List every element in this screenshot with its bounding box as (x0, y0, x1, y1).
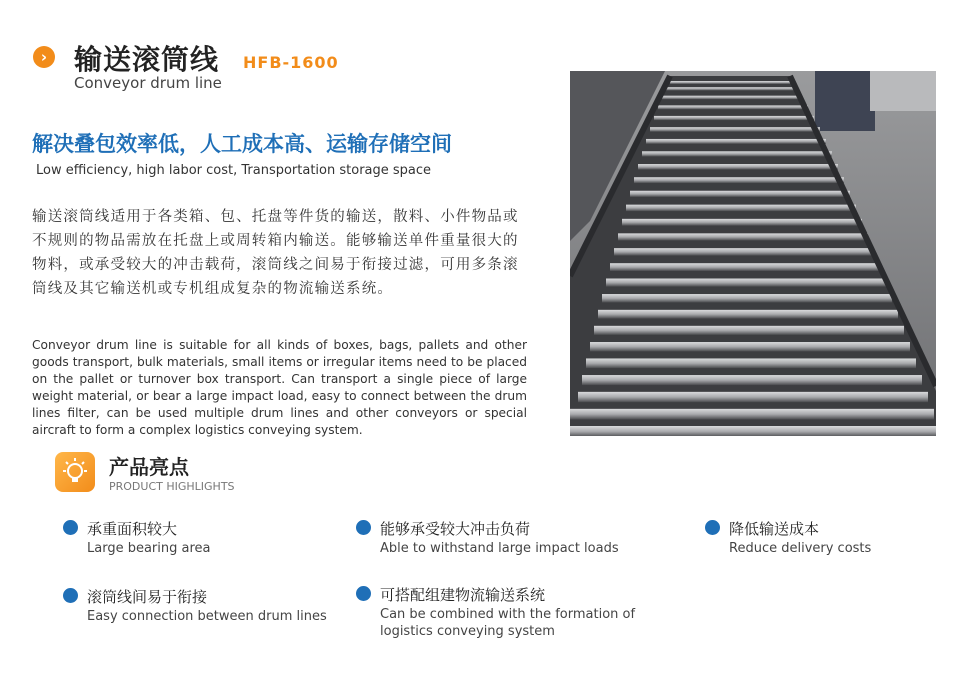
feature-description: Large bearing area (87, 541, 211, 556)
feature-description: Can be combined with the formation of logistics conveying system (380, 607, 636, 639)
roller (586, 358, 916, 368)
roller (570, 426, 936, 436)
roller (610, 263, 880, 271)
feature-description: Easy connection between drum lines (87, 609, 327, 624)
feature-description: Able to withstand large impact loads (380, 541, 619, 556)
document-icon (356, 520, 371, 535)
page-subtitle: Conveyor drum line (74, 74, 222, 92)
roller (602, 294, 892, 302)
headline-english: Low efficiency, high labor cost, Transportation storage space (36, 163, 432, 178)
highlights-title: 产品亮点 (109, 455, 189, 479)
roller (670, 81, 790, 84)
roller (662, 96, 802, 100)
document-icon (63, 520, 78, 535)
roller (622, 219, 862, 226)
roller (606, 278, 886, 286)
roller (658, 105, 808, 109)
feature-description: Reduce delivery costs (729, 541, 872, 556)
document-icon (356, 586, 371, 601)
roller (590, 342, 910, 351)
lightbulb-icon (55, 452, 95, 492)
roller (646, 139, 826, 144)
roller (570, 409, 934, 420)
feature-title: 可搭配组建物流输送系统 (380, 586, 546, 604)
conveyor-photo (570, 71, 936, 436)
description-chinese: 输送滚筒线适用于各类箱、包、托盘等件货的输送，散料、小件物品或不规则的物品需放在托盘上或周转箱内输送。能够输送单件重量很大的物料，或承受较大的冲击载荷，滚筒线之间易于衔接过滤，可用多条滚筒线及其它输送机或专机组成复杂的物流输送系统。 (32, 209, 519, 297)
roller (654, 116, 814, 120)
document-icon (63, 588, 78, 603)
roller (598, 310, 898, 319)
model-number: HFB-1600 (243, 53, 339, 72)
document-icon (705, 520, 720, 535)
page-title: 输送滚筒线 (74, 43, 220, 76)
roller (618, 233, 868, 240)
roller (650, 127, 820, 132)
chevron-right-icon: › (33, 46, 55, 68)
roller (594, 326, 904, 335)
roller (666, 87, 796, 90)
highlights-subtitle: PRODUCT HIGHLIGHTS (109, 480, 235, 493)
feature-title: 降低输送成本 (729, 520, 820, 538)
description-english: Conveyor drum line is suitable for all kinds of boxes, bags, pallets and other goods transport, bulk materials, small items or irregular items need to be placed on the pallet or turnover box transport. Can transport a single piece of large weight material, or bear a large impact load, easy to connect between the drum lines filter, can be used multiple drum lines and other conveyors or special aircraft to form a complex logistics conveying system. (32, 338, 527, 437)
roller (614, 248, 874, 255)
feature-title: 滚筒线间易于衔接 (87, 588, 208, 606)
roller (638, 164, 838, 170)
roller (626, 205, 856, 212)
headline: 解决叠包效率低，人工成本高、运输存储空间 (32, 132, 452, 156)
roller (582, 375, 922, 385)
feature-title: 能够承受较大冲击负荷 (380, 520, 531, 538)
roller (634, 177, 844, 183)
feature-title: 承重面积较大 (87, 520, 178, 538)
conveyor-illustration (570, 71, 936, 436)
roller (630, 191, 850, 197)
roller (642, 151, 832, 156)
roller (578, 392, 928, 402)
